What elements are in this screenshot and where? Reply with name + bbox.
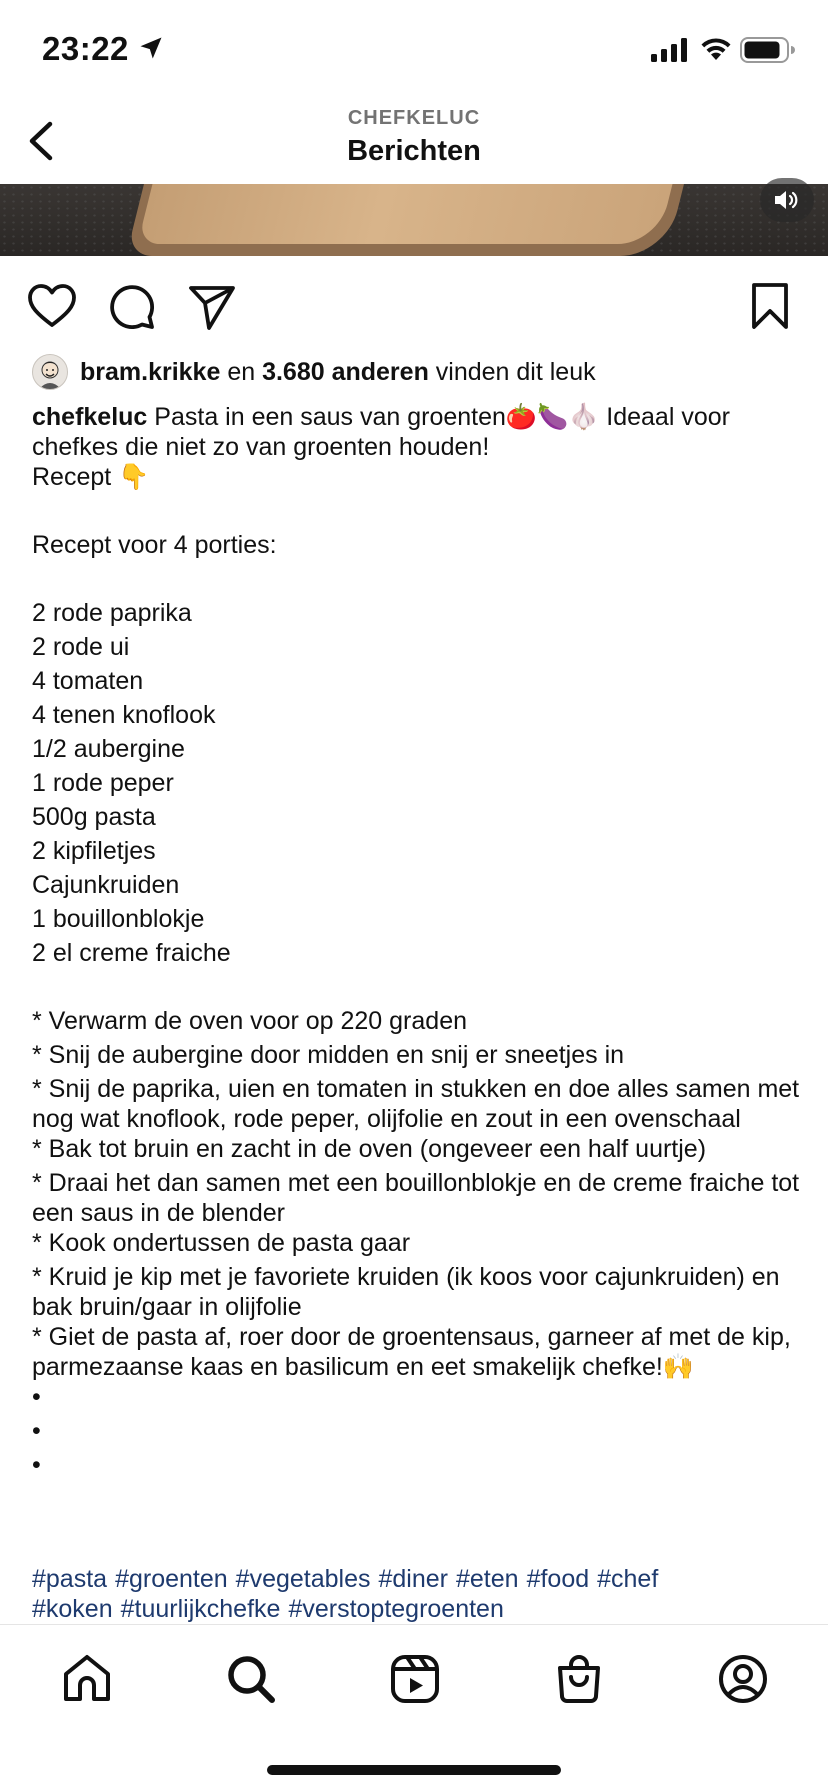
ingredient-item: Cajunkruiden bbox=[32, 871, 180, 899]
hashtag-link[interactable]: #tuurlijkchefke bbox=[120, 1595, 281, 1623]
cellular-signal-icon bbox=[651, 38, 691, 62]
comment-icon bbox=[112, 287, 152, 327]
recipe-step: * Kruid je kip met je favoriete kruiden (ik koos voor cajunkruiden) en bak bruin/gaar in olijfolie bbox=[32, 1263, 787, 1321]
home-indicator[interactable] bbox=[267, 1765, 561, 1775]
header-account-name: CHEFKELUC bbox=[347, 107, 481, 129]
tab-home[interactable] bbox=[60, 1652, 114, 1706]
header-title: Berichten bbox=[347, 135, 481, 167]
heart-icon bbox=[30, 286, 74, 325]
caption-intro bbox=[32, 402, 802, 462]
shop-icon bbox=[560, 1657, 598, 1701]
bookmark-icon bbox=[754, 285, 786, 327]
ingredient-item: 4 tomaten bbox=[32, 667, 144, 695]
hashtag-link[interactable]: #chef bbox=[597, 1565, 659, 1593]
post-caption bbox=[32, 402, 807, 1484]
like-button[interactable] bbox=[26, 281, 78, 333]
comment-button[interactable] bbox=[106, 281, 158, 333]
hashtag-link[interactable]: #diner bbox=[378, 1565, 448, 1593]
status-time: 23:22 bbox=[42, 30, 129, 67]
caption-dot: • bbox=[32, 1417, 41, 1445]
home-icon bbox=[66, 1657, 108, 1699]
speaker-icon bbox=[773, 188, 801, 212]
recipe-step: * Snij de aubergine door midden en snij er sneetjes in bbox=[32, 1041, 625, 1069]
hashtag-list bbox=[32, 1564, 802, 1624]
send-icon bbox=[191, 288, 233, 328]
recipe-step: * Snij de paprika, uien en tomaten in stukken en doe alles samen met nog wat knoflook, rode peper, olijfolie en zout in een ovenschaal bbox=[32, 1075, 807, 1133]
tab-shop[interactable] bbox=[552, 1652, 606, 1706]
ingredient-item: 1 bouillonblokje bbox=[32, 905, 205, 933]
ingredient-item: 2 rode ui bbox=[32, 633, 130, 661]
ingredient-item: 1 rode peper bbox=[32, 769, 174, 797]
tab-profile[interactable] bbox=[716, 1652, 770, 1706]
tab-reels[interactable] bbox=[388, 1652, 442, 1706]
hashtag-link[interactable]: #verstoptegroenten bbox=[288, 1595, 504, 1623]
ingredient-item: 2 el creme fraiche bbox=[32, 939, 231, 967]
save-button[interactable] bbox=[744, 281, 796, 333]
hashtag-link[interactable]: #koken bbox=[32, 1595, 113, 1623]
search-icon bbox=[231, 1659, 272, 1700]
likes-summary[interactable] bbox=[32, 353, 596, 391]
ingredient-item: 1/2 aubergine bbox=[32, 735, 185, 763]
hashtag-link[interactable]: #pasta bbox=[32, 1565, 108, 1593]
caption-username[interactable]: chefkeluc bbox=[32, 403, 148, 431]
recipe-step: * Draai het dan samen met een bouillonblokje en de creme fraiche tot een saus in de blender bbox=[32, 1169, 807, 1227]
hashtag-link[interactable]: #vegetables bbox=[235, 1565, 371, 1593]
hashtag-link[interactable]: #groenten bbox=[115, 1565, 228, 1593]
status-bar bbox=[0, 0, 828, 100]
likes-others-count[interactable]: 3.680 anderen bbox=[262, 357, 429, 386]
battery-icon bbox=[740, 37, 796, 63]
avatar[interactable] bbox=[32, 354, 68, 390]
profile-icon bbox=[721, 1657, 765, 1701]
recipe-step: * Bak tot bruin en zacht in de oven (ongeveer een half uurtje) bbox=[32, 1135, 707, 1163]
ingredient-item: 500g pasta bbox=[32, 803, 156, 831]
post-video[interactable] bbox=[0, 184, 828, 256]
caption-dot: • bbox=[32, 1451, 41, 1479]
recipe-step: * Giet de pasta af, roer door de groentensaus, garneer af met de kip, parmezaanse kaas en basilicum en eet smakelijk chefke!🙌 bbox=[32, 1323, 798, 1381]
liker-avatar-image bbox=[33, 355, 67, 389]
caption-dot: • bbox=[32, 1383, 41, 1411]
tab-search[interactable] bbox=[224, 1652, 278, 1706]
share-button[interactable] bbox=[186, 281, 238, 333]
likes-connector: en bbox=[220, 357, 263, 386]
liker-username[interactable]: bram.krikke bbox=[80, 357, 221, 386]
recipe-step: * Verwarm de oven voor op 220 graden bbox=[32, 1007, 467, 1035]
caption-intro-text: Pasta in een saus van groenten🍅🍆🧄 Ideaal voor chefkes die niet zo van groenten houden! bbox=[32, 403, 737, 461]
wifi-icon bbox=[700, 36, 732, 62]
caption-recept-line: Recept 👇 bbox=[32, 463, 150, 491]
cutting-board bbox=[138, 184, 683, 244]
hashtag-link[interactable]: #food bbox=[526, 1565, 590, 1593]
likes-suffix: vinden dit leuk bbox=[428, 357, 596, 386]
ingredient-item: 4 tenen knoflook bbox=[32, 701, 216, 729]
recipe-step: * Kook ondertussen de pasta gaar bbox=[32, 1229, 411, 1257]
reels-icon bbox=[393, 1657, 437, 1701]
hashtag-link[interactable]: #eten bbox=[456, 1565, 519, 1593]
ingredient-item: 2 rode paprika bbox=[32, 599, 192, 627]
caption-portions: Recept voor 4 porties: bbox=[32, 531, 277, 559]
location-arrow-icon bbox=[137, 34, 165, 62]
mute-button[interactable] bbox=[760, 178, 814, 222]
ingredient-item: 2 kipfiletjes bbox=[32, 837, 156, 865]
